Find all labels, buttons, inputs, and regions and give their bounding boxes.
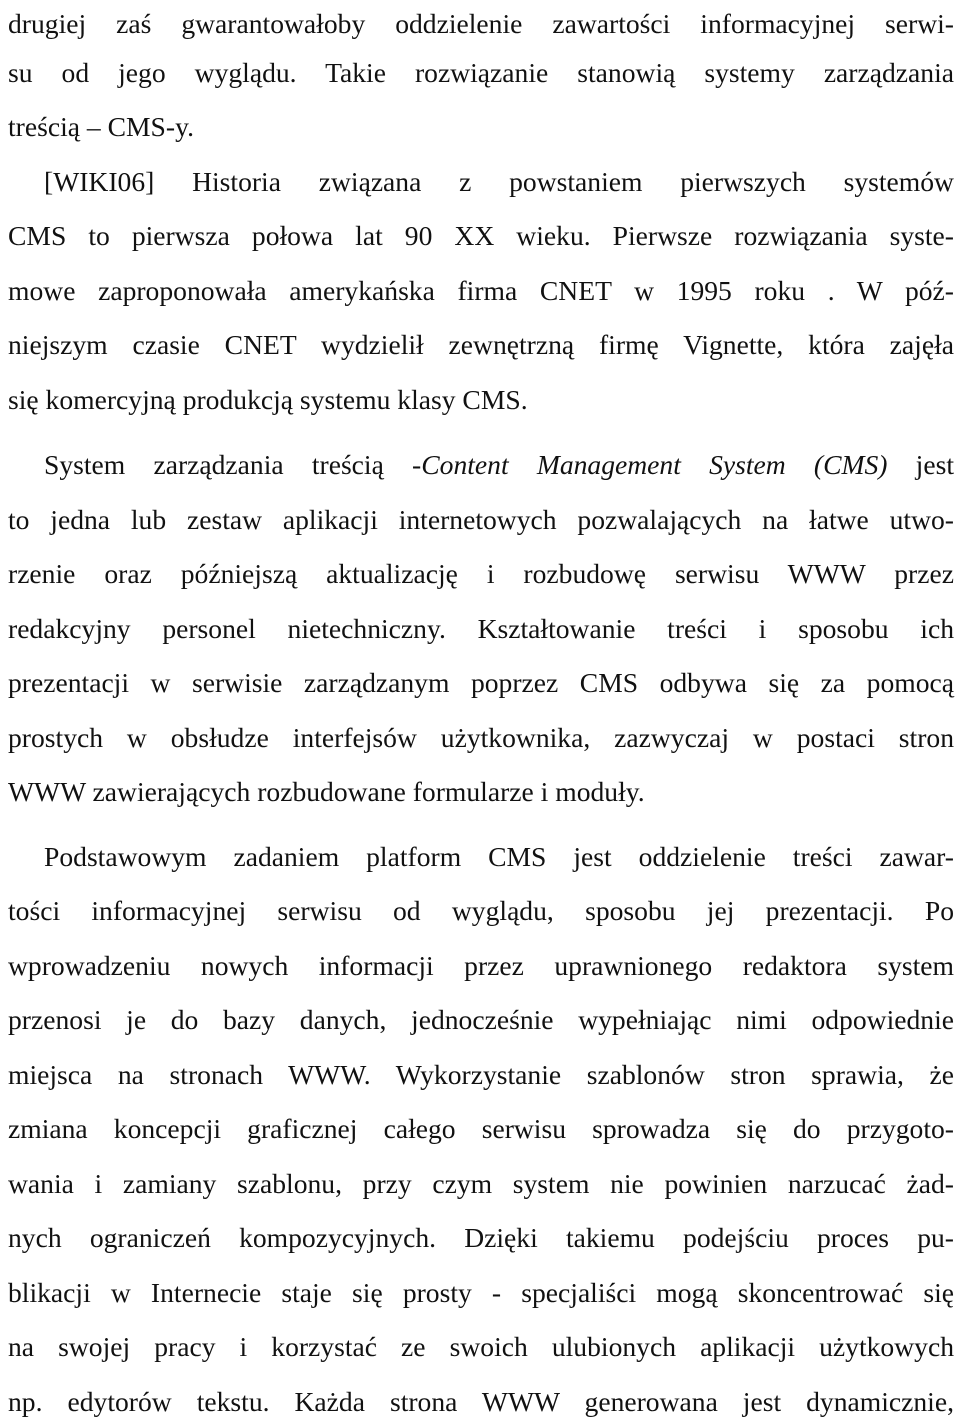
text-line — [8, 770, 954, 814]
text-segment: jest — [887, 449, 955, 480]
text-line — [44, 835, 954, 879]
text-line — [8, 661, 954, 705]
text-segment: Podstawowym zadaniem platform CMS jest oddzielenie treści zawar- — [44, 841, 954, 872]
text-segment: nych ograniczeń kompozycyjnych. Dzięki takiemu podejściu proces pu- — [8, 1222, 954, 1253]
text-segment: su od jego wyglądu. Takie rozwiązanie stanowią systemy zarządzania — [8, 57, 954, 88]
text-line — [8, 1271, 954, 1315]
text-line — [8, 378, 954, 422]
text-line — [8, 323, 954, 367]
text-segment: WWW zawierających rozbudowane formularze i moduły. — [8, 776, 645, 807]
italic-term: Content Management System (CMS) — [421, 449, 888, 480]
text-segment: CMS to pierwsza połowa lat 90 XX wieku. Pierwsze rozwiązania syste- — [8, 220, 954, 251]
text-segment: przenosi je do bazy danych, jednocześnie wypełniając nimi odpowiednie — [8, 1004, 954, 1035]
text-line — [8, 889, 954, 933]
text-line — [8, 1053, 954, 1097]
text-segment: [WIKI06] Historia związana z powstaniem pierwszych systemów — [44, 166, 954, 197]
text-line — [8, 269, 954, 313]
text-segment: mowe zaproponowała amerykańska firma CNET w 1995 roku . W póź- — [8, 275, 954, 306]
text-line — [8, 998, 954, 1042]
text-segment: prostych w obsłudze interfejsów użytkownika, zazwyczaj w postaci stron — [8, 722, 954, 753]
text-segment: drugiej zaś gwarantowałoby oddzielenie zawartości informacyjnej serwi- — [8, 8, 954, 39]
text-segment: zmiana koncepcji graficznej całego serwisu sprowadza się do przygoto- — [8, 1113, 954, 1144]
text-line — [8, 105, 954, 149]
text-segment: rzenie oraz późniejszą aktualizację i rozbudowę serwisu WWW przez — [8, 558, 954, 589]
text-line — [8, 1162, 954, 1206]
text-line — [8, 214, 954, 258]
text-segment: blikacji w Internecie staje się prosty - specjaliści mogą skoncentrować się — [8, 1277, 954, 1308]
text-segment: niejszym czasie CNET wydzielił zewnętrzną firmę Vignette, która zajęła — [8, 329, 954, 360]
text-line — [8, 51, 954, 95]
text-line — [8, 2, 954, 46]
text-line — [8, 607, 954, 651]
text-segment: treścią – CMS-y. — [8, 111, 194, 142]
text-line — [8, 1107, 954, 1151]
text-line — [8, 498, 954, 542]
text-segment: tości informacyjnej serwisu od wyglądu, sposobu jej prezentacji. Po — [8, 895, 954, 926]
text-segment: wania i zamiany szablonu, przy czym system nie powinien narzucać żad- — [8, 1168, 954, 1199]
text-segment: miejsca na stronach WWW. Wykorzystanie szablonów stron sprawia, że — [8, 1059, 954, 1090]
text-line — [8, 1380, 954, 1424]
text-segment: prezentacji w serwisie zarządzanym poprzez CMS odbywa się za pomocą — [8, 667, 954, 698]
text-line — [8, 1325, 954, 1369]
text-line — [44, 443, 954, 487]
text-line — [8, 716, 954, 760]
text-line — [8, 552, 954, 596]
text-segment: to jedna lub zestaw aplikacji internetowych pozwalających na łatwe utwo- — [8, 504, 954, 535]
text-segment: redakcyjny personel nietechniczny. Kształtowanie treści i sposobu ich — [8, 613, 954, 644]
text-segment: się komercyjną produkcją systemu klasy CMS. — [8, 384, 528, 415]
text-segment: System zarządzania treścią - — [44, 449, 422, 480]
text-line — [8, 1216, 954, 1260]
text-line — [8, 944, 954, 988]
text-line — [44, 160, 954, 204]
text-segment: wprowadzeniu nowych informacji przez uprawnionego redaktora system — [8, 950, 954, 981]
text-segment: na swojej pracy i korzystać ze swoich ulubionych aplikacji użytkowych — [8, 1331, 954, 1362]
text-segment: np. edytorów tekstu. Każda strona WWW generowana jest dynamicznie, — [8, 1386, 954, 1417]
